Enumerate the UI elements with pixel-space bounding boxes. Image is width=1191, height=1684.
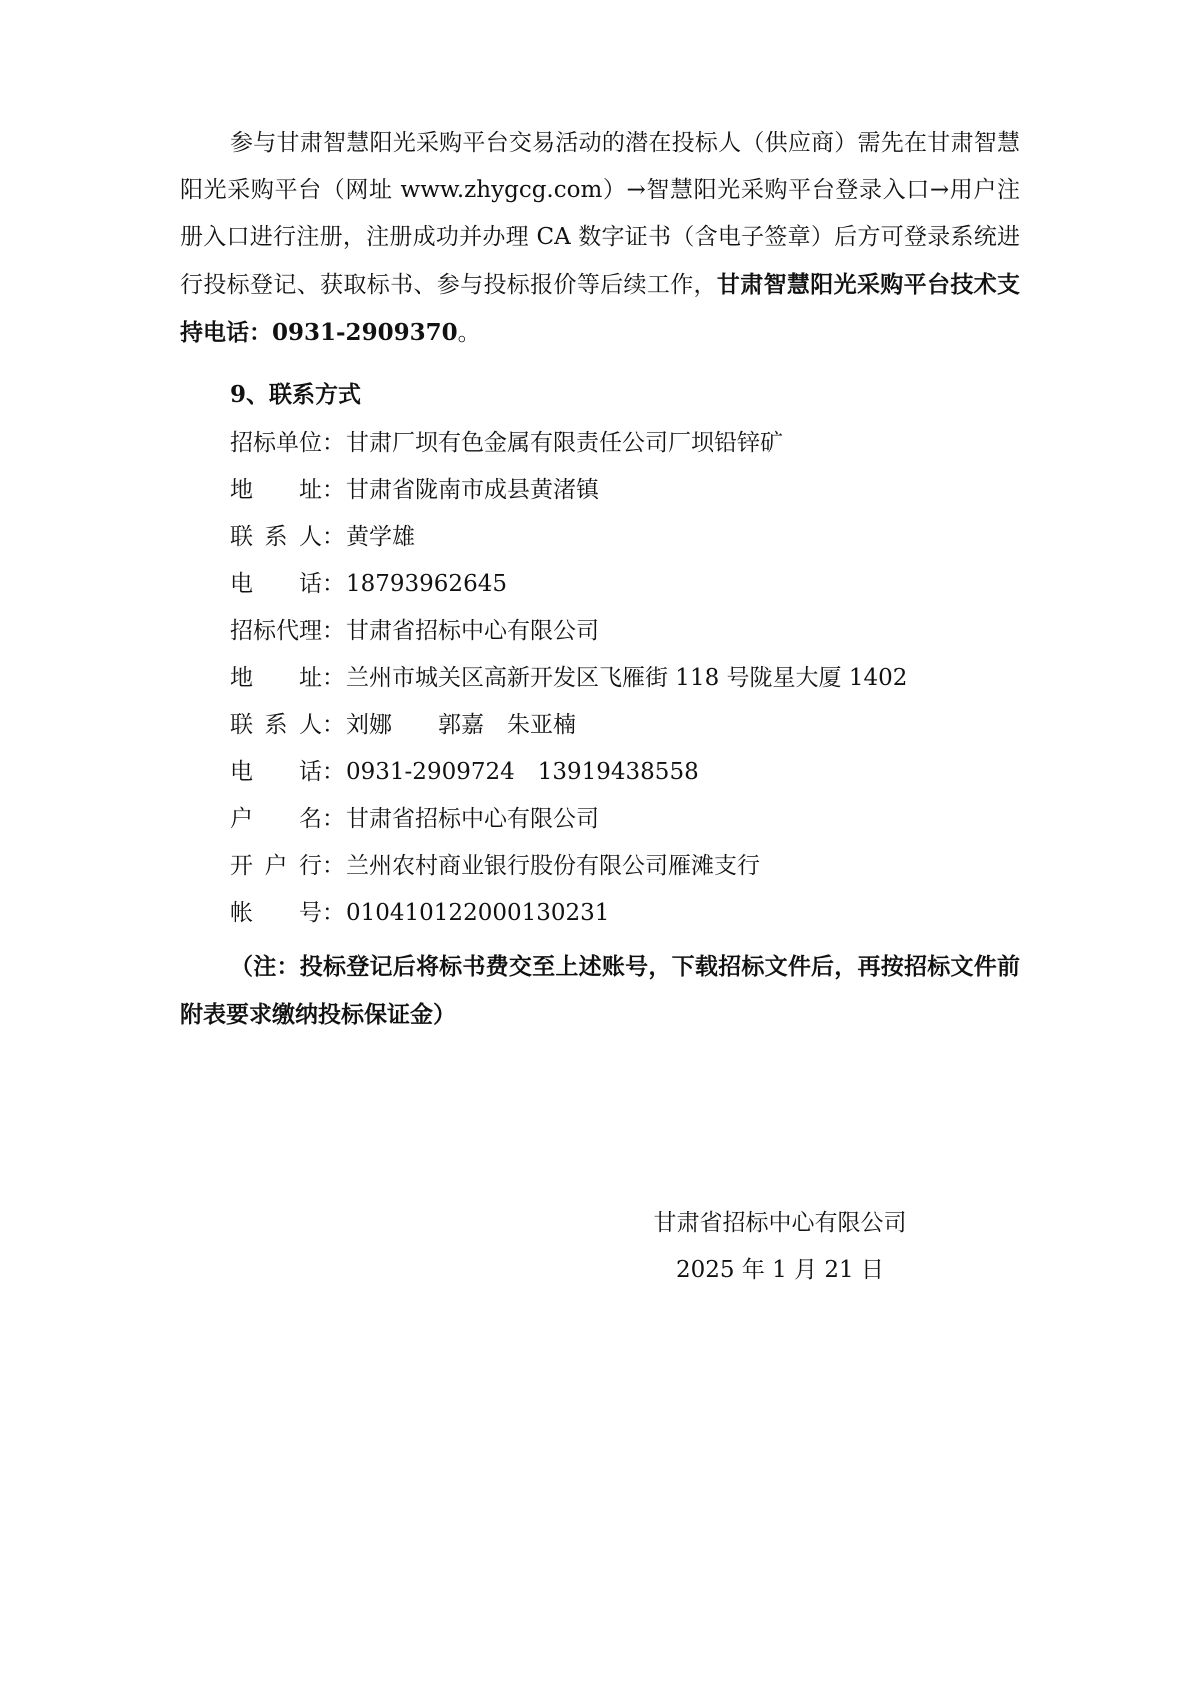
tech-support-phone: 甘肃智慧阳光采购平台技术支持电话：0931-2909370 — [180, 271, 1021, 346]
signature-date: 2025 年 1 月 21 日 — [676, 1257, 884, 1283]
contact-label-char: 行 — [299, 853, 322, 879]
contact-label-char: 号 — [299, 900, 322, 926]
contact-label — [230, 514, 322, 561]
contact-label-char: 联 — [230, 712, 253, 738]
contact-colon: ： — [322, 806, 345, 832]
contact-label-char: 址 — [299, 665, 322, 691]
contact-label — [230, 702, 322, 749]
contact-label-char: 招 — [230, 430, 253, 456]
contact-value: 兰州农村商业银行股份有限公司雁滩支行 — [346, 853, 760, 879]
contact-row — [230, 608, 907, 655]
contact-row — [230, 420, 907, 467]
contact-label-char: 标 — [253, 618, 276, 644]
contact-label-char: 位 — [299, 430, 322, 456]
contact-row — [230, 702, 907, 749]
contact-colon: ： — [322, 524, 345, 550]
contact-label-char: 话 — [299, 759, 322, 785]
contact-colon: ： — [322, 712, 345, 738]
contact-label — [230, 467, 322, 514]
contact-row — [230, 843, 907, 890]
contact-label — [230, 796, 322, 843]
contact-row — [230, 561, 907, 608]
contact-label-char: 电 — [230, 759, 253, 785]
contact-list — [230, 420, 907, 937]
contact-colon: ： — [322, 900, 345, 926]
contact-label-char: 帐 — [230, 900, 253, 926]
contact-colon: ： — [322, 618, 345, 644]
contact-colon: ： — [322, 665, 345, 691]
contact-label — [230, 420, 322, 467]
contact-value: 刘娜 郭嘉 朱亚楠 — [346, 712, 576, 738]
contact-label — [230, 561, 322, 608]
intro-paragraph — [180, 120, 1020, 357]
contact-row — [230, 890, 907, 937]
contact-label-char: 话 — [299, 571, 322, 597]
contact-row — [230, 749, 907, 796]
contact-label-char: 人 — [299, 524, 322, 550]
contact-value: 甘肃省招标中心有限公司 — [346, 806, 599, 832]
section-heading: 9、联系方式 — [230, 381, 362, 408]
contact-value: 甘肃省招标中心有限公司 — [346, 618, 599, 644]
contact-colon: ： — [322, 477, 345, 503]
contact-label-char: 户 — [264, 853, 288, 879]
signature-organization: 甘肃省招标中心有限公司 — [653, 1210, 907, 1236]
contact-label-char: 电 — [230, 571, 253, 597]
contact-row — [230, 796, 907, 843]
contact-row — [230, 467, 907, 514]
contact-value: 甘肃省陇南市成县黄渚镇 — [346, 477, 599, 503]
contact-label-char: 名 — [299, 806, 322, 832]
contact-label-char: 地 — [230, 477, 253, 503]
contact-label-char: 开 — [230, 853, 253, 879]
contact-colon: ： — [322, 430, 345, 456]
contact-label-char: 理 — [299, 618, 322, 644]
contact-label — [230, 749, 322, 796]
contact-row — [230, 514, 907, 561]
contact-label-char: 单 — [276, 430, 299, 456]
intro-ending: 。 — [457, 320, 481, 346]
contact-label-char: 招 — [230, 618, 253, 644]
contact-label — [230, 608, 322, 655]
contact-label-char: 标 — [253, 430, 276, 456]
contact-label-char: 系 — [264, 712, 288, 738]
contact-label-char: 地 — [230, 665, 253, 691]
contact-label-char: 人 — [299, 712, 322, 738]
contact-label — [230, 890, 322, 937]
contact-value: 兰州市城关区高新开发区飞雁街 118 号陇星大厦 1402 — [346, 665, 908, 691]
contact-row — [230, 655, 907, 702]
contact-value: 黄学雄 — [346, 524, 415, 550]
intro-text: 参与甘肃智慧阳光采购平台交易活动的潜在投标人（供应商）需先在甘肃智慧阳光采购平台（网址 www.zhygcg.com）→智慧阳光采购平台登录入口→用户注册入口进行注册，注册成功并办理 CA 数字证书（含电子签章）后方可登录系统进行投标登记、获取标书、参与投标报价等后续工作， — [180, 130, 1020, 298]
contact-value: 甘肃厂坝有色金属有限责任公司厂坝铅锌矿 — [346, 430, 783, 456]
contact-label-char: 系 — [264, 524, 288, 550]
contact-label-char: 联 — [230, 524, 253, 550]
contact-value: 0931-2909724 13919438558 — [346, 759, 699, 785]
contact-label-char: 代 — [276, 618, 299, 644]
note-paragraph: （注：投标登记后将标书费交至上述账号，下载招标文件后，再按招标文件前附表要求缴纳投标保证金） — [180, 953, 1020, 1028]
contact-label-char: 址 — [299, 477, 322, 503]
contact-value: 010410122000130231 — [346, 900, 610, 926]
contact-value: 18793962645 — [346, 571, 507, 597]
contact-label-char: 户 — [230, 806, 253, 832]
contact-label — [230, 843, 322, 890]
contact-colon: ： — [322, 759, 345, 785]
contact-label — [230, 655, 322, 702]
contact-colon: ： — [322, 853, 345, 879]
contact-colon: ： — [322, 571, 345, 597]
